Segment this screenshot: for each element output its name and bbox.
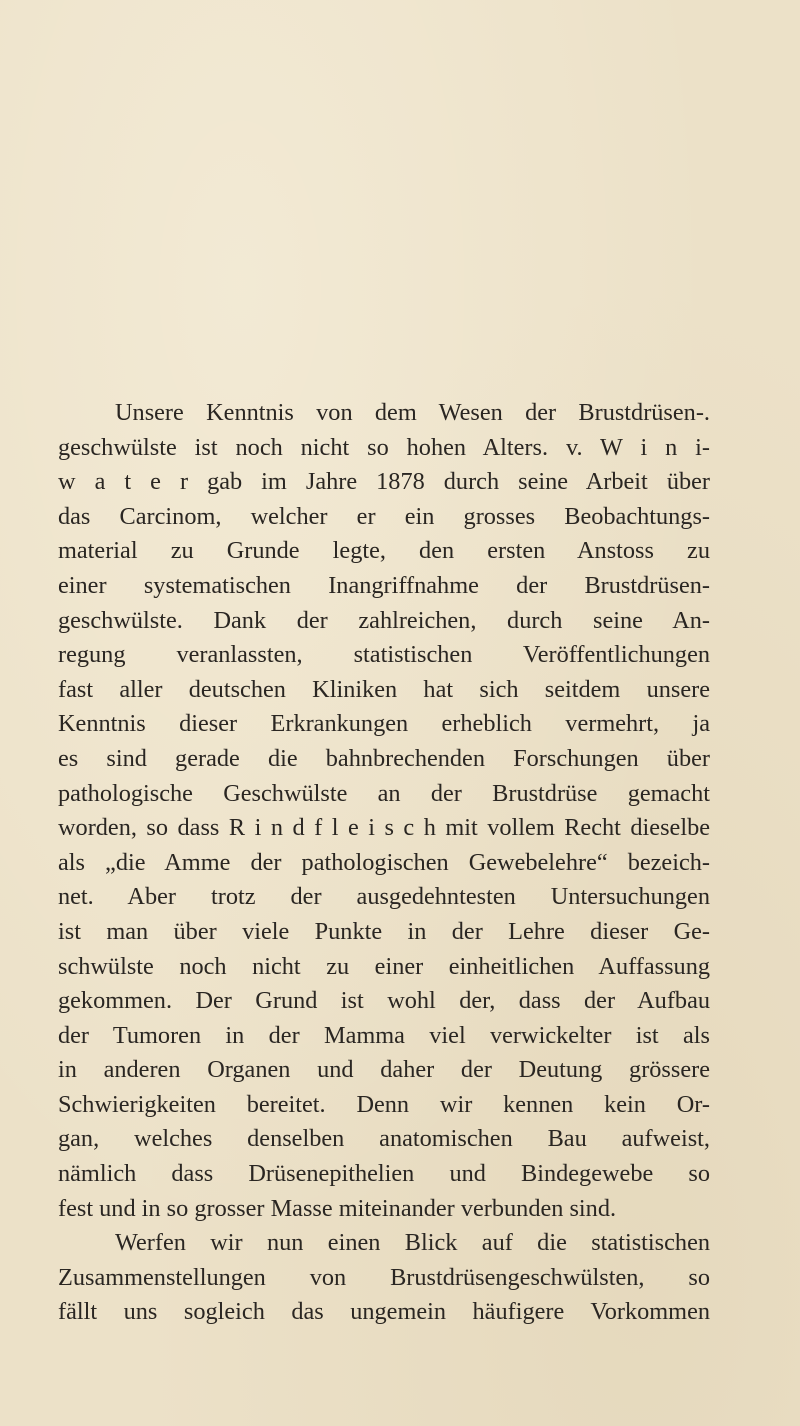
text-line: ist man über viele Punkte in der Lehre dieser Ge- <box>58 917 710 945</box>
text-line: gekommen. Der Grund ist wohl der, dass der Aufbau <box>58 987 710 1015</box>
text-line: fast aller deutschen Kliniken hat sich seitdem unsere <box>58 675 710 703</box>
text-line: pathologische Geschwülste an der Brustdrüse gemacht <box>58 779 710 807</box>
text-line: Schwierigkeiten bereitet. Denn wir kennen kein Or- <box>58 1090 710 1118</box>
text-line: Zusammenstellungen von Brustdrüsengeschwülsten, so <box>58 1263 710 1291</box>
text-line: material zu Grunde legte, den ersten Anstoss zu <box>58 537 710 565</box>
text-line: schwülste noch nicht zu einer einheitlichen Auffassung <box>58 952 710 980</box>
text-line: Werfen wir nun einen Blick auf die statistischen <box>115 1229 710 1257</box>
text-line: geschwülste. Dank der zahlreichen, durch seine An- <box>58 606 710 634</box>
text-line: der Tumoren in der Mamma viel verwickelter ist als <box>58 1021 710 1049</box>
text-line: es sind gerade die bahnbrechenden Forschungen über <box>58 744 710 772</box>
text-line: net. Aber trotz der ausgedehntesten Untersuchungen <box>58 883 710 911</box>
text-line: einer systematischen Inangriffnahme der Brustdrüsen- <box>58 571 710 599</box>
text-line: Kenntnis dieser Erkrankungen erheblich vermehrt, ja <box>58 710 710 738</box>
text-line: Unsere Kenntnis von dem Wesen der Brustdrüsen-. <box>115 399 710 426</box>
text-line: als „die Amme der pathologischen Gewebelehre“ bezeich- <box>58 848 710 876</box>
body-text <box>58 396 710 1330</box>
text-line: gan, welches denselben anatomischen Bau aufweist, <box>58 1125 710 1153</box>
text-line: fest und in so grosser Masse miteinander verbunden sind. <box>58 1194 617 1222</box>
text-line: nämlich dass Drüsenepithelien und Bindegewebe so <box>58 1160 710 1188</box>
text-line: worden, so dass R i n d f l e i s c h mit vollem Recht dieselbe <box>58 814 710 842</box>
text-line: geschwülste ist noch nicht so hohen Alters. v. W i n i- <box>58 433 710 461</box>
text-line: w a t e r gab im Jahre 1878 durch seine Arbeit über <box>58 468 710 496</box>
text-line: in anderen Organen und daher der Deutung grössere <box>58 1056 710 1084</box>
text-line: fällt uns sogleich das ungemein häufigere Vorkommen <box>58 1298 710 1326</box>
text-line: das Carcinom, welcher er ein grosses Beobachtungs- <box>58 502 710 530</box>
text-line: regung veranlassten, statistischen Veröffentlichungen <box>58 641 710 669</box>
